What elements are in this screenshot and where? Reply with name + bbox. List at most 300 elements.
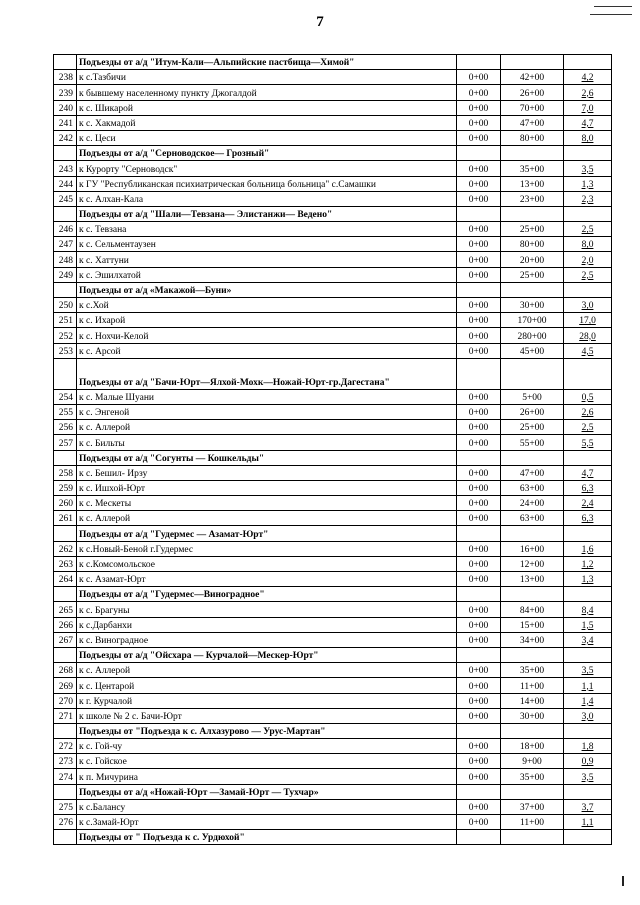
length-km: 1,2 <box>564 556 612 571</box>
section-title: Подъезды от а/д «Ножай-Юрт —Замай-Юрт — Тухчар» <box>77 784 457 799</box>
end-km: 80+00 <box>501 130 564 145</box>
empty-cell <box>457 55 501 70</box>
row-number: 259 <box>54 480 77 495</box>
section-title: Подъезды от а/д «Макажой—Буни» <box>77 282 457 297</box>
table-row <box>54 420 612 435</box>
table-row <box>54 298 612 313</box>
empty-cell <box>564 587 612 602</box>
road-name: к с. Алхан-Кала <box>77 191 457 206</box>
empty-cell <box>457 450 501 465</box>
end-km: 25+00 <box>501 420 564 435</box>
section-title: Подъезды от а/д "Бачи-Юрт—Ялхой-Мохк—Ножай-Юрт-гр.Дагестана" <box>77 358 457 389</box>
end-km: 20+00 <box>501 252 564 267</box>
table-row <box>54 632 612 647</box>
table-row <box>54 313 612 328</box>
empty-cell <box>457 723 501 738</box>
end-km: 30+00 <box>501 298 564 313</box>
section-title: Подъезды от а/д "Итум-Кали—Альпийские пастбища—Химой" <box>77 55 457 70</box>
start-km: 0+00 <box>457 420 501 435</box>
road-name: к с.Комсомольское <box>77 556 457 571</box>
start-km: 0+00 <box>457 161 501 176</box>
road-name: к с.Балансу <box>77 799 457 814</box>
start-km: 0+00 <box>457 115 501 130</box>
end-km: 12+00 <box>501 556 564 571</box>
row-number: 261 <box>54 511 77 526</box>
row-number: 247 <box>54 237 77 252</box>
road-name: к школе № 2 с. Бачи-Юрт <box>77 708 457 723</box>
road-name: к с. Бильты <box>77 435 457 450</box>
row-number: 265 <box>54 602 77 617</box>
row-number: 257 <box>54 435 77 450</box>
road-name: к с.Дарбанхи <box>77 617 457 632</box>
road-name: к п. Мичурина <box>77 769 457 784</box>
length-km: 3,5 <box>564 161 612 176</box>
empty-cell <box>501 358 564 389</box>
length-km: 1,5 <box>564 617 612 632</box>
empty-cell <box>564 526 612 541</box>
table-row <box>54 480 612 495</box>
section-index-cell <box>54 723 77 738</box>
start-km: 0+00 <box>457 389 501 404</box>
end-km: 15+00 <box>501 617 564 632</box>
road-name: к с. Аллерой <box>77 663 457 678</box>
section-header-row <box>54 587 612 602</box>
empty-cell <box>564 55 612 70</box>
road-name: к с.Хой <box>77 298 457 313</box>
roads-table <box>53 54 612 845</box>
start-km: 0+00 <box>457 663 501 678</box>
length-km: 1,4 <box>564 693 612 708</box>
empty-cell <box>564 647 612 662</box>
start-km: 0+00 <box>457 632 501 647</box>
start-km: 0+00 <box>457 435 501 450</box>
road-name: к с. Аллерой <box>77 511 457 526</box>
section-index-cell <box>54 450 77 465</box>
row-number: 271 <box>54 708 77 723</box>
start-km: 0+00 <box>457 313 501 328</box>
empty-cell <box>564 282 612 297</box>
end-km: 84+00 <box>501 602 564 617</box>
empty-cell <box>501 723 564 738</box>
start-km: 0+00 <box>457 815 501 830</box>
end-km: 47+00 <box>501 465 564 480</box>
table-row <box>54 328 612 343</box>
table-row <box>54 252 612 267</box>
length-km: 8,0 <box>564 130 612 145</box>
start-km: 0+00 <box>457 617 501 632</box>
row-number: 244 <box>54 176 77 191</box>
length-km: 3,0 <box>564 298 612 313</box>
end-km: 63+00 <box>501 511 564 526</box>
road-name: к с. Малые Шуани <box>77 389 457 404</box>
road-name: к с. Сельментаузен <box>77 237 457 252</box>
row-number: 263 <box>54 556 77 571</box>
length-km: 17,0 <box>564 313 612 328</box>
table-row <box>54 769 612 784</box>
section-index-cell <box>54 55 77 70</box>
empty-cell <box>501 282 564 297</box>
start-km: 0+00 <box>457 754 501 769</box>
table-row <box>54 222 612 237</box>
road-name: к с. Ихарой <box>77 313 457 328</box>
length-km: 2,3 <box>564 191 612 206</box>
table-row <box>54 435 612 450</box>
row-number: 249 <box>54 267 77 282</box>
table-row <box>54 739 612 754</box>
empty-cell <box>457 146 501 161</box>
row-number: 275 <box>54 799 77 814</box>
empty-cell <box>501 830 564 845</box>
table-row <box>54 602 612 617</box>
road-name: к бывшему населенному пункту Джогалдой <box>77 85 457 100</box>
length-km: 2,5 <box>564 222 612 237</box>
length-km: 1,3 <box>564 176 612 191</box>
end-km: 35+00 <box>501 663 564 678</box>
end-km: 80+00 <box>501 237 564 252</box>
end-km: 34+00 <box>501 632 564 647</box>
end-km: 11+00 <box>501 678 564 693</box>
row-number: 250 <box>54 298 77 313</box>
section-index-cell <box>54 587 77 602</box>
row-number: 272 <box>54 739 77 754</box>
empty-cell <box>564 358 612 389</box>
table-row <box>54 85 612 100</box>
road-name: к с. Виноградное <box>77 632 457 647</box>
road-name: к с. Ишхой-Юрт <box>77 480 457 495</box>
empty-cell <box>564 723 612 738</box>
length-km: 1,3 <box>564 572 612 587</box>
table-row <box>54 267 612 282</box>
length-km: 2,0 <box>564 252 612 267</box>
length-km: 3,5 <box>564 769 612 784</box>
empty-cell <box>564 450 612 465</box>
length-km: 8,4 <box>564 602 612 617</box>
section-header-row <box>54 723 612 738</box>
road-name: к с. Хаттуни <box>77 252 457 267</box>
road-name: к с. Брагуны <box>77 602 457 617</box>
table-row <box>54 754 612 769</box>
empty-cell <box>501 55 564 70</box>
empty-cell <box>457 526 501 541</box>
row-number: 268 <box>54 663 77 678</box>
start-km: 0+00 <box>457 176 501 191</box>
section-header-row <box>54 282 612 297</box>
section-index-cell <box>54 526 77 541</box>
start-km: 0+00 <box>457 541 501 556</box>
road-name: к с.Замай-Юрт <box>77 815 457 830</box>
scan-mark <box>594 6 632 7</box>
road-name: к с. Хакмадой <box>77 115 457 130</box>
row-number: 238 <box>54 70 77 85</box>
end-km: 16+00 <box>501 541 564 556</box>
start-km: 0+00 <box>457 496 501 511</box>
start-km: 0+00 <box>457 343 501 358</box>
road-name: к г. Курчалой <box>77 693 457 708</box>
empty-cell <box>457 830 501 845</box>
section-header-row <box>54 146 612 161</box>
row-number: 276 <box>54 815 77 830</box>
row-number: 274 <box>54 769 77 784</box>
start-km: 0+00 <box>457 465 501 480</box>
road-name: к с. Арсой <box>77 343 457 358</box>
row-number: 251 <box>54 313 77 328</box>
length-km: 3,7 <box>564 799 612 814</box>
table-row <box>54 191 612 206</box>
length-km: 0,5 <box>564 389 612 404</box>
road-name: к с. Гой-чу <box>77 739 457 754</box>
row-number: 266 <box>54 617 77 632</box>
section-title: Подъезды от " Подъезда к с. Урдюхой" <box>77 830 457 845</box>
table-row <box>54 389 612 404</box>
length-km: 3,0 <box>564 708 612 723</box>
scan-mark <box>590 14 632 15</box>
start-km: 0+00 <box>457 511 501 526</box>
length-km: 6,3 <box>564 511 612 526</box>
start-km: 0+00 <box>457 602 501 617</box>
section-header-row <box>54 206 612 221</box>
table-row <box>54 176 612 191</box>
end-km: 14+00 <box>501 693 564 708</box>
start-km: 0+00 <box>457 678 501 693</box>
length-km: 2,5 <box>564 420 612 435</box>
length-km: 1,6 <box>564 541 612 556</box>
empty-cell <box>564 830 612 845</box>
row-number: 260 <box>54 496 77 511</box>
length-km: 0,9 <box>564 754 612 769</box>
road-name: к ГУ "Республиканская психиатрическая больница больница" с.Самашки <box>77 176 457 191</box>
road-name: к с. Эшилхатой <box>77 267 457 282</box>
empty-cell <box>501 647 564 662</box>
section-index-cell <box>54 206 77 221</box>
start-km: 0+00 <box>457 191 501 206</box>
row-number: 240 <box>54 100 77 115</box>
road-name: к с. Тевзана <box>77 222 457 237</box>
row-number: 258 <box>54 465 77 480</box>
road-name: к с. Бешил- Ирзу <box>77 465 457 480</box>
end-km: 280+00 <box>501 328 564 343</box>
end-km: 35+00 <box>501 161 564 176</box>
section-title: Подъезды от а/д "Шали—Тевзана— Элистанжи— Ведено" <box>77 206 457 221</box>
table-row <box>54 511 612 526</box>
row-number: 252 <box>54 328 77 343</box>
end-km: 25+00 <box>501 267 564 282</box>
road-name: к с.Новый-Беной г.Гудермес <box>77 541 457 556</box>
road-name: к с. Центарой <box>77 678 457 693</box>
end-km: 11+00 <box>501 815 564 830</box>
start-km: 0+00 <box>457 739 501 754</box>
row-number: 243 <box>54 161 77 176</box>
empty-cell <box>501 587 564 602</box>
end-km: 47+00 <box>501 115 564 130</box>
section-header-row <box>54 830 612 845</box>
empty-cell <box>501 206 564 221</box>
end-km: 37+00 <box>501 799 564 814</box>
empty-cell <box>457 647 501 662</box>
start-km: 0+00 <box>457 267 501 282</box>
table-row <box>54 541 612 556</box>
section-header-row <box>54 450 612 465</box>
end-km: 35+00 <box>501 769 564 784</box>
road-name: к с. Мескеты <box>77 496 457 511</box>
empty-cell <box>457 358 501 389</box>
section-index-cell <box>54 647 77 662</box>
start-km: 0+00 <box>457 100 501 115</box>
empty-cell <box>457 784 501 799</box>
empty-cell <box>501 450 564 465</box>
row-number: 248 <box>54 252 77 267</box>
table-row <box>54 343 612 358</box>
table-row <box>54 100 612 115</box>
end-km: 13+00 <box>501 176 564 191</box>
table-row <box>54 815 612 830</box>
row-number: 273 <box>54 754 77 769</box>
table-row <box>54 663 612 678</box>
end-km: 45+00 <box>501 343 564 358</box>
length-km: 4,2 <box>564 70 612 85</box>
section-title: Подъезды от а/д "Ойсхара — Курчалой—Мескер-Юрт" <box>77 647 457 662</box>
length-km: 6,3 <box>564 480 612 495</box>
empty-cell <box>501 784 564 799</box>
length-km: 1,8 <box>564 739 612 754</box>
start-km: 0+00 <box>457 85 501 100</box>
section-title: Подъезды от "Подъезда к с. Алхазурово — Урус-Мартан" <box>77 723 457 738</box>
end-km: 70+00 <box>501 100 564 115</box>
section-header-row <box>54 647 612 662</box>
table-row <box>54 708 612 723</box>
end-km: 23+00 <box>501 191 564 206</box>
road-name: к с. Аллерой <box>77 420 457 435</box>
end-km: 26+00 <box>501 404 564 419</box>
row-number: 245 <box>54 191 77 206</box>
empty-cell <box>564 146 612 161</box>
table-row <box>54 693 612 708</box>
road-name: к с.Тазбичи <box>77 70 457 85</box>
empty-cell <box>501 146 564 161</box>
start-km: 0+00 <box>457 708 501 723</box>
section-index-cell <box>54 146 77 161</box>
row-number: 239 <box>54 85 77 100</box>
row-number: 270 <box>54 693 77 708</box>
end-km: 26+00 <box>501 85 564 100</box>
page-number: 7 <box>316 14 324 30</box>
empty-cell <box>564 784 612 799</box>
length-km: 2,6 <box>564 85 612 100</box>
row-number: 255 <box>54 404 77 419</box>
length-km: 4,5 <box>564 343 612 358</box>
length-km: 2,5 <box>564 267 612 282</box>
road-name: к с. Шикарой <box>77 100 457 115</box>
start-km: 0+00 <box>457 693 501 708</box>
table-row <box>54 161 612 176</box>
row-number: 269 <box>54 678 77 693</box>
length-km: 1,1 <box>564 678 612 693</box>
end-km: 30+00 <box>501 708 564 723</box>
length-km: 2,4 <box>564 496 612 511</box>
length-km: 1,1 <box>564 815 612 830</box>
section-title: Подъезды от а/д "Гудермес—Виноградное" <box>77 587 457 602</box>
length-km: 2,6 <box>564 404 612 419</box>
row-number: 254 <box>54 389 77 404</box>
table-row <box>54 572 612 587</box>
table-row <box>54 404 612 419</box>
start-km: 0+00 <box>457 572 501 587</box>
start-km: 0+00 <box>457 298 501 313</box>
section-index-cell <box>54 784 77 799</box>
road-name: к с. Гойское <box>77 754 457 769</box>
table-row <box>54 556 612 571</box>
empty-cell <box>457 587 501 602</box>
table-row <box>54 799 612 814</box>
section-header-row <box>54 526 612 541</box>
empty-cell <box>564 206 612 221</box>
row-number: 253 <box>54 343 77 358</box>
scan-mark <box>622 876 624 886</box>
length-km: 3,4 <box>564 632 612 647</box>
row-number: 264 <box>54 572 77 587</box>
length-km: 3,5 <box>564 663 612 678</box>
table-row <box>54 70 612 85</box>
empty-cell <box>457 206 501 221</box>
length-km: 4,7 <box>564 465 612 480</box>
road-name: к с. Азамат-Юрт <box>77 572 457 587</box>
end-km: 24+00 <box>501 496 564 511</box>
start-km: 0+00 <box>457 769 501 784</box>
table-row <box>54 465 612 480</box>
row-number: 242 <box>54 130 77 145</box>
row-number: 246 <box>54 222 77 237</box>
end-km: 18+00 <box>501 739 564 754</box>
section-index-cell <box>54 282 77 297</box>
row-number: 267 <box>54 632 77 647</box>
section-header-row <box>54 358 612 389</box>
end-km: 25+00 <box>501 222 564 237</box>
section-title: Подъезды от а/д "Серноводское— Грозный" <box>77 146 457 161</box>
empty-cell <box>457 282 501 297</box>
section-header-row <box>54 55 612 70</box>
start-km: 0+00 <box>457 404 501 419</box>
table-row <box>54 115 612 130</box>
row-number: 241 <box>54 115 77 130</box>
empty-cell <box>501 526 564 541</box>
start-km: 0+00 <box>457 556 501 571</box>
start-km: 0+00 <box>457 130 501 145</box>
road-name: к с. Цеси <box>77 130 457 145</box>
row-number: 256 <box>54 420 77 435</box>
start-km: 0+00 <box>457 480 501 495</box>
length-km: 4,7 <box>564 115 612 130</box>
roads-table-body <box>54 55 612 845</box>
road-name: к с. Энгеной <box>77 404 457 419</box>
section-title: Подъезды от а/д "Согунты — Кошкельды" <box>77 450 457 465</box>
length-km: 8,0 <box>564 237 612 252</box>
start-km: 0+00 <box>457 799 501 814</box>
table-row <box>54 678 612 693</box>
start-km: 0+00 <box>457 70 501 85</box>
end-km: 13+00 <box>501 572 564 587</box>
end-km: 170+00 <box>501 313 564 328</box>
row-number: 262 <box>54 541 77 556</box>
start-km: 0+00 <box>457 252 501 267</box>
road-name: к Курорту "Серноводск" <box>77 161 457 176</box>
end-km: 5+00 <box>501 389 564 404</box>
end-km: 42+00 <box>501 70 564 85</box>
road-name: к с. Нохчи-Келой <box>77 328 457 343</box>
length-km: 28,0 <box>564 328 612 343</box>
section-header-row <box>54 784 612 799</box>
end-km: 9+00 <box>501 754 564 769</box>
start-km: 0+00 <box>457 237 501 252</box>
table-row <box>54 237 612 252</box>
